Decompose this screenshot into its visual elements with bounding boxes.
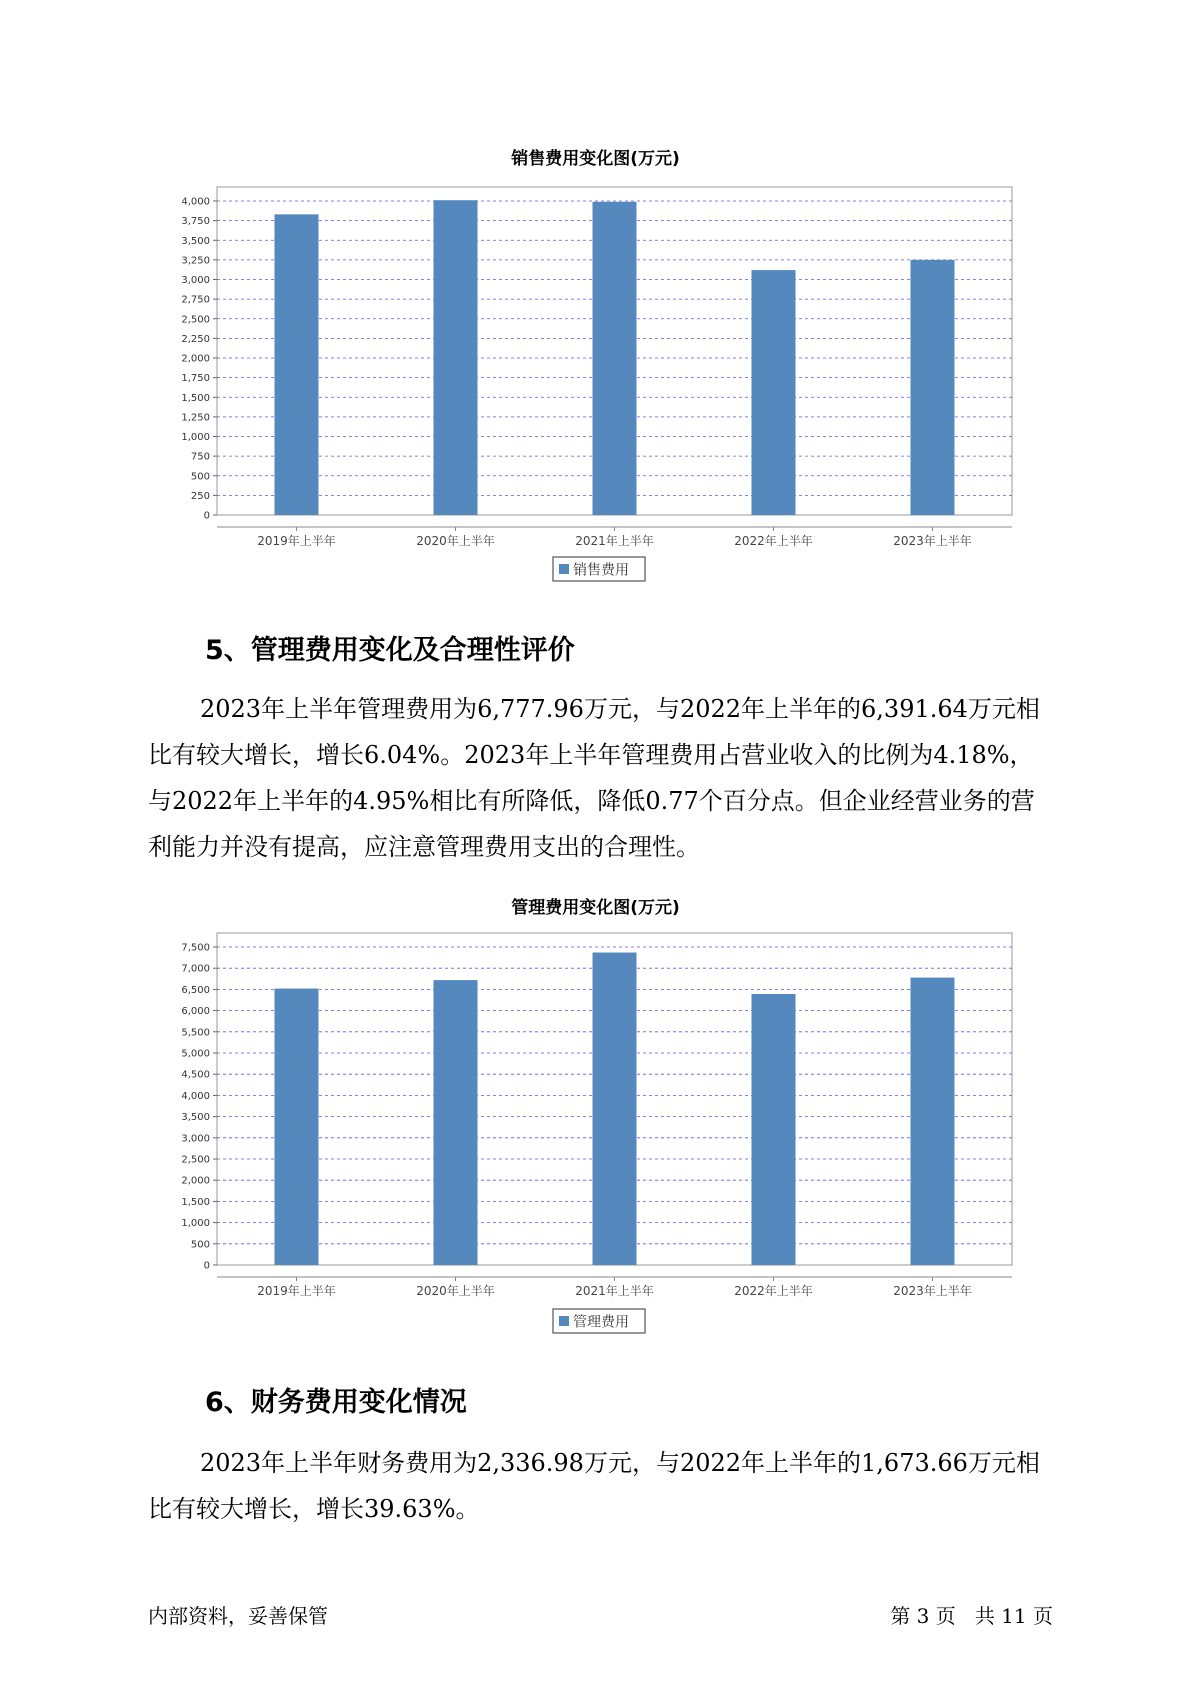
x-category-label: 2021年上半年: [575, 534, 654, 548]
x-category-label: 2022年上半年: [734, 1284, 813, 1298]
y-tick-label: 6,500: [181, 984, 210, 996]
y-tick-label: 3,250: [181, 255, 210, 267]
y-tick-label: 1,000: [181, 1218, 210, 1230]
y-tick-label: 2,500: [181, 1154, 210, 1166]
footer-confidential: 内部资料，妥善保管: [148, 1604, 328, 1628]
y-tick-label: 3,000: [181, 1133, 210, 1145]
x-category-label: 2020年上半年: [416, 534, 495, 548]
y-tick-label: 2,250: [181, 333, 210, 345]
y-tick-label: 5,500: [181, 1027, 210, 1039]
x-category-label: 2021年上半年: [575, 1284, 654, 1298]
y-tick-label: 2,000: [181, 353, 210, 365]
legend-label: 管理费用: [573, 1314, 629, 1331]
footer-page-number: 第 3 页 共 11 页: [890, 1604, 1053, 1628]
x-category-label: 2020年上半年: [416, 1284, 495, 1298]
y-tick-label: 4,500: [181, 1069, 210, 1081]
y-tick-label: 500: [190, 1239, 210, 1251]
y-tick-label: 1,750: [181, 373, 210, 385]
y-tick-label: 2,750: [181, 294, 210, 306]
section6-body: 2023年上半年财务费用为2,336.98万元，与2022年上半年的1,673.66万元相比有较大增长，增长39.63%。: [148, 1449, 1040, 1523]
y-tick-label: 2,500: [181, 314, 210, 326]
y-tick-label: 1,000: [181, 432, 210, 443]
y-tick-label: 6,000: [181, 1006, 210, 1018]
legend-swatch: [559, 1316, 569, 1326]
y-tick-label: 3,500: [181, 1112, 210, 1124]
y-tick-label: 250: [190, 490, 210, 502]
y-tick-label: 2,000: [181, 1175, 210, 1187]
y-tick-label: 750: [190, 451, 210, 463]
y-tick-label: 0: [203, 510, 210, 522]
y-tick-label: 5,000: [181, 1048, 210, 1060]
section6-paragraph: [148, 1440, 1053, 1532]
x-category-label: 2023年上半年: [893, 534, 972, 548]
y-tick-label: 3,000: [181, 275, 210, 286]
y-tick-label: 4,000: [181, 196, 210, 208]
y-tick-label: 4,000: [181, 1090, 210, 1102]
y-tick-label: 3,500: [181, 235, 210, 247]
y-tick-label: 500: [190, 471, 210, 483]
x-category-label: 2022年上半年: [734, 534, 813, 548]
chart-title-admin: 管理费用变化图(万元): [511, 898, 680, 918]
chart-title-sales: 销售费用变化图(万元): [511, 149, 680, 169]
section5-heading: 5、管理费用变化及合理性评价: [205, 635, 575, 666]
x-category-label: 2019年上半年: [257, 1284, 336, 1298]
y-tick-label: 3,750: [181, 216, 210, 228]
y-tick-label: 7,000: [181, 963, 210, 975]
y-tick-label: 7,500: [181, 942, 210, 954]
bar-2019年上半年: [275, 989, 319, 1265]
section5-body: 2023年上半年管理费用为6,777.96万元，与2022年上半年的6,391.64万元相比有较大增长，增长6.04%。2023年上半年管理费用占营业收入的比例为4.18%，与2022年上半年的4.95%相比有所降低，降低0.77个百分点。但企业经营业务的营利能力并没有提高，应注意管理费用支出的合理性。: [148, 695, 1040, 861]
y-tick-label: 1,500: [181, 392, 210, 404]
x-category-label: 2019年上半年: [257, 534, 336, 548]
section6-heading: 6、财务费用变化情况: [205, 1387, 467, 1418]
y-tick-label: 0: [203, 1260, 210, 1272]
bar-2022年上半年: [752, 994, 796, 1265]
legend-label: 销售费用: [573, 562, 629, 579]
bar-2023年上半年: [911, 978, 955, 1265]
x-category-label: 2023年上半年: [893, 1284, 972, 1298]
y-tick-label: 1,500: [181, 1196, 210, 1208]
y-tick-label: 1,250: [181, 412, 210, 424]
bar-2021年上半年: [593, 953, 637, 1265]
bar-2020年上半年: [434, 980, 478, 1265]
